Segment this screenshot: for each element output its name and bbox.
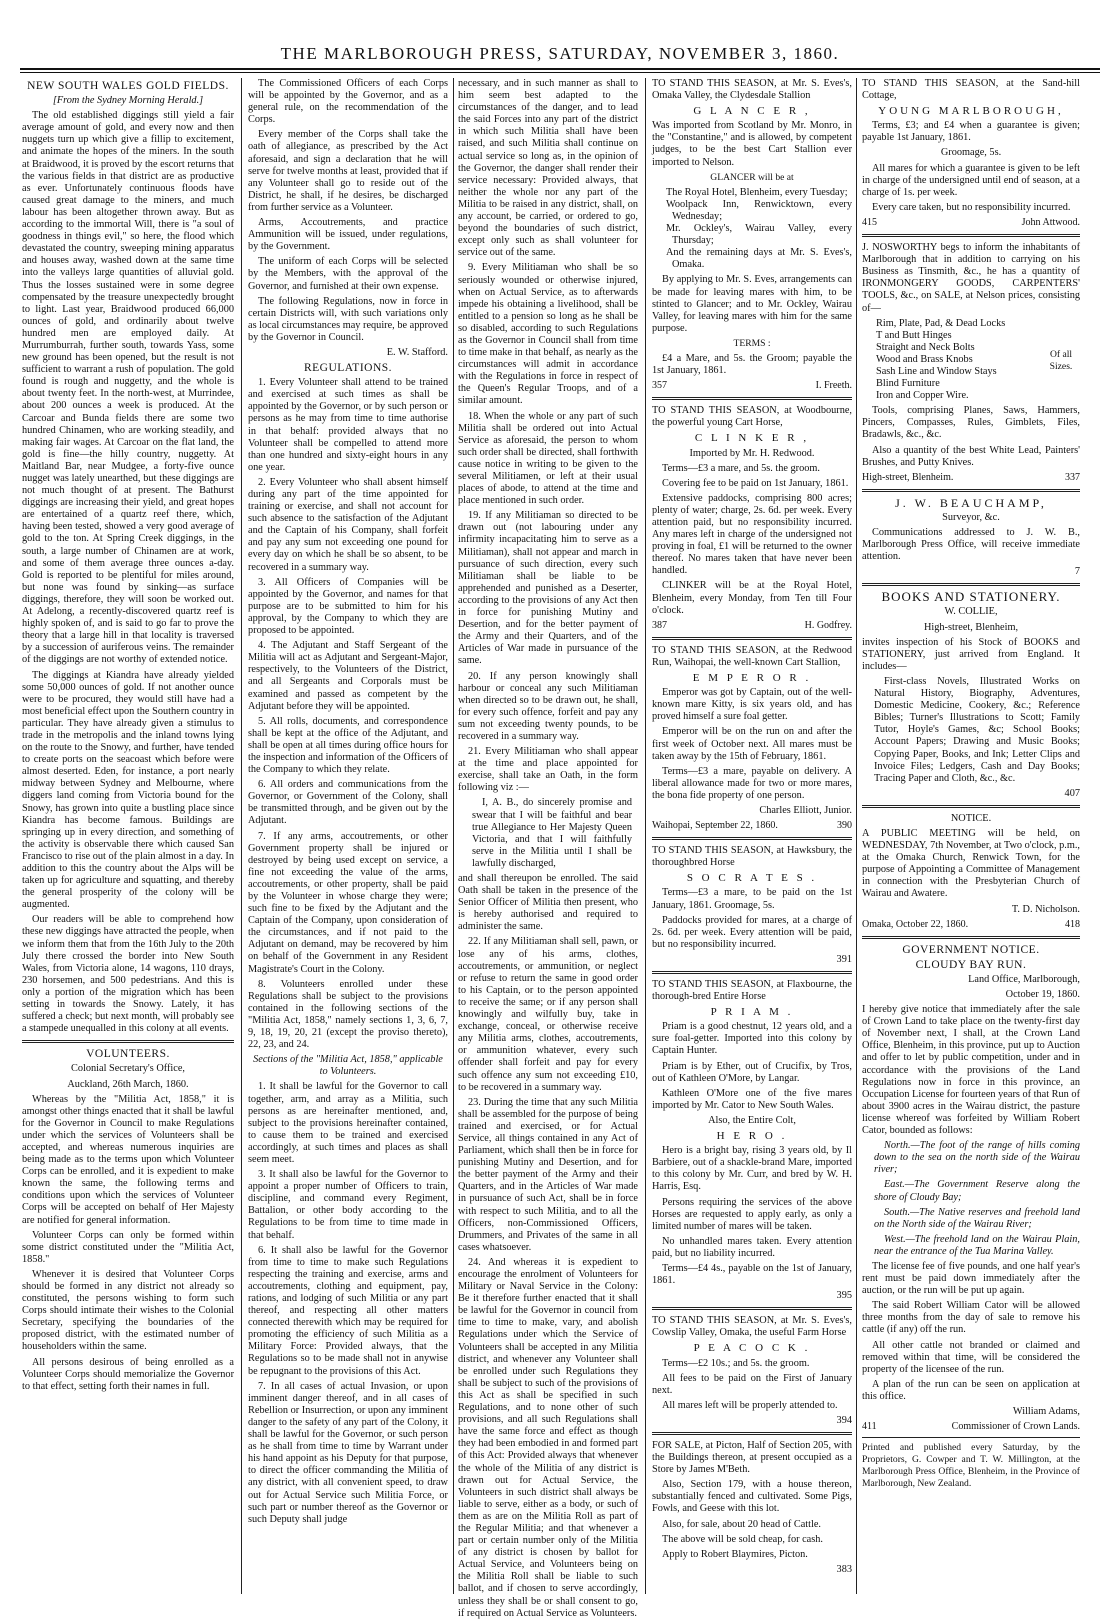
signature: H. Godfrey. <box>804 619 852 631</box>
ad-subhead: TERMS : <box>733 337 771 349</box>
regulation: 5. All rolls, documents, and correspondence shall be kept at the office of the Adjutant, and shall be open at all times during office hours for the inspection and information of the Officers of the Company to which they relate. <box>248 715 448 776</box>
horse-name: C L I N K E R , <box>694 432 810 445</box>
paragraph: Priam is a good chestnut, 12 years old, and a sure foal-getter. Imported into this colony by Captain Hunter. <box>652 1021 852 1057</box>
masthead-rule <box>20 68 1100 70</box>
ad-number: 387 <box>652 619 667 631</box>
section: 24. And whereas it is expedient to encourage the enrolment of Volunteers for Military or Naval Service in the Colony: Be it therefore further enacted that it shall be lawful for the Governor in council from time to time to make, vary, and abolish Regulations under which the Service of Volunteers shall be accepted in any Militia district, and whenever any Volunteer shall be enrolled under such Regulations they shall be subject to such of the provisions of this Act as shall be specified in such Regulations, and to none other of such provisions, and all such Regulations shall have the same force and effect as though they had been embodied in and formed part of this Act: Provided always that whenever the whole of the Militia of any district is drawn out for Actual Service, the Volunteers in such district shall always be liable to serve, either as a body, or such of them as are on the Militia Roll as part of the Regular Militia; and that whenever a part or certain number only of the Militia of any district is chosen by ballot for Actual Service, and Volunteers being on the Militia Roll shall be liable to such ballot, and if chosen to serve accordingly, unless they shall be or shall consent to go, if required on Actual Service as Volunteers. <box>458 1256 638 1619</box>
ad-lead: J. NOSWORTHY begs to inform the inhabitants of Marlborough that in addition to carrying on his Business as Tinsmith, &c., he has a quantity of IRONMONGERY GOODS, CARPENTERS' TOOLS, &c., on SALE, at Nelson prices, consisting of— <box>862 242 1080 314</box>
article-source: [From the Sydney Morning Herald.] <box>52 95 204 107</box>
signature: Charles Elliott, Junior. <box>759 804 852 816</box>
ad-number: 357 <box>652 380 667 392</box>
notice-title: NOTICE. <box>950 812 992 824</box>
oath: I, A. B., do sincerely promise and swear that I will be faithful and bear true Allegiance to Her Majesty Queen Victoria, and that I will faithfully serve in the Militia until I shall be lawfully discharged, <box>472 797 632 869</box>
article-title: VOLUNTEERS. <box>86 1048 170 1061</box>
ad-rule <box>652 971 852 974</box>
business-title: Surveyor, &c. <box>942 511 1000 523</box>
paragraph: Emperor will be on the run on and after the first week of October next. All mares must be taken away by the 15th of February, 1861. <box>652 726 852 762</box>
ad-lead: FOR SALE, at Picton, Half of Section 205, with the Buildings thereon, at present occupied as a Store by James M'Beth. <box>652 1440 852 1476</box>
goods-item: Sash Line and Window Stays <box>876 365 997 377</box>
imprint-rule <box>862 1437 1080 1438</box>
dateline: Waihopai, September 22, 1860. <box>652 820 778 832</box>
regulation: 2. Every Volunteer who shall absent himself during any part of the time appointed for training or exercise, and shall not account for such absence to the satisfaction of the Adjutant and the Captain of his Company, shall forfeit and pay any sum not exceeding one pound for every day on which he shall be so absent, to be recovered in a summary way. <box>248 476 448 573</box>
regulation: 6. All orders and communications from the Governor, or Government of the Colony, shall be transmitted through, and be given out by the Adjutant. <box>248 779 448 827</box>
ad-subhead: GLANCER will be at <box>710 171 794 183</box>
paragraph: The diggings at Kiandra have already yielded some 50,000 ounces of gold. If not another ounce were to be procured, they would still have had a most beneficial effect upon the Southern country in particular. They have already given a stimulus to trade in the metropolis and the inland towns lying on the route to the Snowy, and further, have tended to create ports on the seacoast which before were almost deserted. Eden, for instance, a port nearly midway between Sydney and Melbourne, where diggers land coming from Victoria bound for the Snowy, has grown into quite a bustling place since Kiandra has become famous. Buildings are springing up in every direction, and something of the activity is observable there which caused San Francisco to rise out of the plain almost in a day. In addition to this the country about the Alps will be taken up for agriculture and squatting, and thereby the general prosperity of the colony will be augmented. <box>22 669 234 911</box>
paragraph: A PUBLIC MEETING will be held, on WEDNESDAY, 7th November, at Two o'clock, p.m., at the Omaka Church, Renwick Town, for the purpose of Appointing a Committee of Management in connection with the Presbyterian Church of Wairau and Awatere. <box>862 827 1080 900</box>
paragraph: The Commissioned Officers of each Corps will be appointed by the Governor, and as a general rule, on the recommendation of the Corps. <box>248 78 448 126</box>
paragraph: All other cattle not branded or claimed and removed within that time, will be considered the property of the licensee of the run. <box>862 1339 1080 1375</box>
ad-number: 394 <box>836 1414 852 1426</box>
dateline: Colonial Secretary's Office, <box>70 1063 186 1075</box>
section: 19. If any Militiaman so directed to be drawn out (not labouring under any infirmity incapacitating him to serve as a Militiaman), shall not appear and march in pursuance of such direction, every such Militiaman shall be liable to be apprehended and punished as a Deserter, according to the provisions of any Act then in force for punishing Mutiny and Desertion, and for the better payment of the Army and their Quarters, and of the Articles of War made in pursuance of the same. <box>458 510 638 667</box>
paragraph: CLINKER will be at the Royal Hotel, Blenheim, every Monday, from Ten till Four o'clock. <box>652 580 852 616</box>
notice-subtitle: CLOUDY BAY RUN. <box>915 958 1027 971</box>
ad-rule <box>652 397 852 400</box>
signature: William Adams, <box>1012 1406 1080 1417</box>
paragraph: Terms—£4 4s., payable on the 1st of January, 1861. <box>652 1262 852 1287</box>
horse-name: YOUNG MARLBOROUGH, <box>878 105 1064 118</box>
horse-name: H E R O . <box>716 1130 788 1143</box>
signature: John Attwood. <box>1021 216 1080 228</box>
ad-rule <box>862 234 1080 237</box>
paragraph: Terms—£2 10s.; and 5s. the groom. <box>662 1357 810 1369</box>
ad-lead: TO STAND THIS SEASON, at Flaxbourne, the thorough-bred Entire Horse <box>652 979 852 1003</box>
paragraph: Arms, Accoutrements, and practice Ammunition will be issued, under regulations, by the Government. <box>248 217 448 253</box>
paragraph: Was imported from Scotland by Mr. Monro, in the "Constantine," and is allowed, by competent judges, to be the best Cart Stallion ever imported to Nelson. <box>652 120 852 168</box>
ad-number: 407 <box>1064 787 1080 799</box>
boundary: East.—The Government Reserve along the shore of Cloudy Bay; <box>874 1179 1080 1203</box>
horse-name: G L A N C E R , <box>693 105 811 118</box>
section: 9. Every Militiaman who shall be so seriously wounded or otherwise injured, when on Actual Service, as to afterwards impede his obtaining a livelihood, shall be entitled to a pension so long as he shall be so disabled, according to such Regulations as the Governor in Council shall from time to time make in that behalf, as nearly as the circumstances will admit in accordance with the Regulations in force in respect of the Queen's Regular Troops, and of a similar amount. <box>458 262 638 407</box>
goods-item: Rim, Plate, Pad, & Dead Locks <box>876 317 1006 329</box>
paragraph: The uniform of each Corps will be selected by the Members, with the approval of the Governor, and furnished at their own expense. <box>248 256 448 292</box>
paragraph: Communications addressed to J. W. B., Marlborough Press Office, will receive immediate attention. <box>862 527 1080 563</box>
section: 22. If any Militiaman shall sell, pawn, or lose any of his arms, clothes, accoutrements, or ammunition, or neglect or refuse to return the same in good order to his Captain, or to the person appointed to receive the same; or if any person shall knowingly and wilfully buy, take in exchange, conceal, or otherwise receive any Militia arms, clothes, accoutrements, or ammunition whatever, every such offender shall forfeit and pay for every such offence any sum not exceeding £10, to be recovered in a summary way. <box>458 936 638 1093</box>
dateline: Omaka, October 22, 1860. <box>862 918 969 930</box>
paragraph: Extensive paddocks, comprising 800 acres; plenty of water; charge, 2s. 6d. per week. Every attention paid, but no responsibility incurred. Any mares left in charge of the undersigned not proving in foal, £1 will be returned to the owner thereof. No mares taken that have never been handled. <box>652 492 852 577</box>
ad-rule <box>652 1307 852 1310</box>
column-5 <box>862 78 1080 1594</box>
boundary: South.—The Native reserves and freehold land on the North side of the Wairau River; <box>874 1206 1080 1230</box>
paragraph: Whereas by the "Militia Act, 1858," it is amongst other things enacted that it shall be lawful for the Governor in Council to make Regulations under which the services of Volunteers shall be accepted, and whereas numerous inquiries are being made as to the terms upon which Volunteer Corps can be enrolled, and it is expedient to make known the same, the following terms and conditions upon which the services of Volunteer Corps will be accepted on behalf of Her Majesty are notified for general information. <box>22 1093 234 1226</box>
horse-name: P E A C O C K . <box>693 1342 811 1355</box>
paragraph: Imported by Mr. H. Redwood. <box>689 447 815 459</box>
horse-name: S O C R A T E S . <box>686 872 818 885</box>
ad-number: 415 <box>862 216 877 228</box>
article-title: NEW SOUTH WALES GOLD FIELDS. <box>27 80 229 92</box>
ad-rule <box>652 837 852 840</box>
paragraph: Terms—£3 a mare, to be paid on the 1st January, 1861. Groomage, 5s. <box>652 887 852 911</box>
address: High-street, Blenheim, <box>923 621 1019 633</box>
regulation: 4. The Adjutant and Staff Sergeant of the Militia will act as Adjutant and Sergeant-Major, respectively, to the Volunteers of the District, and all Sergeants and Corporals must be examined and passed as competent by the Adjutant before they will be appointed. <box>248 640 448 712</box>
ad-lead: TO STAND THIS SEASON, at the Redwood Run, Waihopai, the well-known Cart Stallion, <box>652 644 852 668</box>
ad-rule <box>862 489 1080 492</box>
paragraph: Every care taken, but no responsibility incurred. <box>872 201 1071 213</box>
regulation: 1. Every Volunteer shall attend to be trained and exercised at such times as shall be appointed by the Governor, or by such person or persons as he may from time to time authorise in that behalf: provided always that no Volunteer shall be compelled to attend more than one hundred and sixty-eight hours in any one year. <box>248 377 448 473</box>
schedule-item: The Royal Hotel, Blenheim, every Tuesday; <box>666 186 848 198</box>
imprint: Printed and published every Saturday, by the Proprietors, G. Cowper and T. W. Millington, at the Marlborough Press Office, Blenheim, in the Province of Marlborough, New Zealand. <box>862 1442 1080 1490</box>
paragraph: The license fee of five pounds, and one half year's rent must be paid down immediately after the auction, or the run will be put up again. <box>862 1260 1080 1297</box>
masthead: THE MARLBOROUGH PRESS, SATURDAY, NOVEMBER 3, 1860. <box>280 44 840 63</box>
paragraph: Terms, £3; and £4 when a guarantee is given; payable 1st January, 1861. <box>862 120 1080 144</box>
horse-name: P R I A M . <box>710 1006 794 1019</box>
ad-rule <box>862 583 1080 586</box>
section: 18. When the whole or any part of such Militia shall be ordered out into Actual Service as aforesaid, the person to whom such order shall be directed, shall forthwith cause notice in writing to be given to the several Militiamen, or left at their usual places of abode, to attend at the time and place mentioned in such order. <box>458 410 638 507</box>
paragraph: The above will be sold cheap, for cash. <box>662 1533 823 1545</box>
paragraph: Kathleen O'More one of the five mares imported by Mr. Cator to New South Wales. <box>652 1087 852 1111</box>
masthead-rule-thin <box>20 72 1100 73</box>
ad-lead: TO STAND THIS SEASON, at Woodbourne, the powerful young Cart Horse, <box>652 405 852 429</box>
goods-list <box>876 318 1042 403</box>
column-divider <box>241 78 242 1594</box>
regulation: 8. Volunteers enrolled under these Regulations shall be subject to the provisions contained in the following sections of the "Militia Act, 1858," namely sections 1, 3, 6, 7, 9, 18, 19, 20, 21 (except the proviso thereto), 22, 23, and 24. <box>248 978 448 1051</box>
paragraph: Priam is by Ether, out of Crucifix, by Tros, out of Kathleen O'More, by Langar. <box>652 1060 852 1084</box>
ad-rule <box>652 1432 852 1435</box>
section: 6. It shall also be lawful for the Governor from time to time to make such Regulations respecting the training and exercise, arms and accoutrements, clothing and equipment, pay, rations, and lodging of such Militia or any part thereof, and respecting all other matters connected therewith which may be required for promoting the efficiency of such Militia as a Military Force: Provided always, that the Regulations so to be made shall not in anywise be repugnant to the provisions of this Act. <box>248 1244 448 1377</box>
horse-name: E M P E R O R . <box>692 672 812 685</box>
goods-item: T and Butt Hinges <box>876 329 952 341</box>
paragraph: Tools, comprising Planes, Saws, Hammers, Pincers, Compasses, Rules, Gimblets, Files, Bradawls, &c., &c. <box>862 405 1080 441</box>
paragraph: All persons desirous of being enrolled as a Volunteer Corps should memorialize the Governor to that effect, setting forth their names in full. <box>22 1356 234 1392</box>
paragraph: The said Robert William Cator will be allowed three months from the day of sale to remove his cattle (if any) off the run. <box>862 1300 1080 1336</box>
column-3 <box>458 78 638 1619</box>
paragraph: Paddocks provided for mares, at a charge of 2s. 6d. per week. Every attention will be paid, but no responsibility incurred. <box>652 914 852 950</box>
paragraph: Groomage, 5s. <box>940 147 1002 159</box>
paragraph: A plan of the run can be seen on application at this office. <box>862 1378 1080 1402</box>
schedule-item: Woolpack Inn, Renwicktown, every Wednesday; <box>666 198 852 222</box>
boundary: West.—The freehold land on the Wairau Plain, near the entrance of the Tua Marina Valley. <box>874 1233 1080 1257</box>
boundary: North.—The foot of the range of hills coming down to the sea on the north side of the Wairau river; <box>874 1140 1080 1176</box>
section-rule <box>22 1040 234 1043</box>
dateline: Land Office, Marlborough, <box>968 973 1080 985</box>
column-1 <box>22 78 234 1594</box>
paragraph: All mares for which a guarantee is given to be left in charge of the undersigned until end of season, at a charge of 1s. per week. <box>862 162 1080 198</box>
paragraph: I hereby give notice that immediately after the sale of Crown Land to take place on the twenty-first day of November next, I shall, at the Crown Land Office, Blenheim, in this province, put up to Auction and offer to let by public competition, under and in accordance with the provisions of the Land Regulations now in force in this province, an Occupation License for fourteen years of that Run of about 3900 acres in the Wairau district, the pasture license whereof was forfeited by William Robert Cator, bounded as follows: <box>862 1004 1080 1137</box>
regulation: 7. If any arms, accoutrements, or other Government property shall be injured or destroyed by being used except on service, a fine not exceeding the value of the arms, accoutrements, or other property, shall be paid by the Volunteer in whose charge they were; such fine to be fixed by the Adjutant and the Captain of the Company, upon consideration of the circumstances, and if not paid to the Adjutant on demand, may be recovered by him on behalf of the Government in any Resident Magistrate's Court in the Colony. <box>248 830 448 975</box>
ad-lead: TO STAND THIS SEASON, at Hawksbury, the thoroughbred Horse <box>652 845 852 869</box>
ad-number: 391 <box>836 953 852 965</box>
section: 1. It shall be lawful for the Governor to call together, arm, and array as a Militia, such persons as are hereinafter mentioned, and, subject to the provisions hereinafter contained, to cause them to be trained and exercised accordingly, at such times and places as shall seem meet. <box>248 1081 448 1165</box>
section-title: REGULATIONS. <box>303 362 393 375</box>
ad-title: BOOKS AND STATIONERY. <box>881 589 1061 605</box>
regulation: 3. All Officers of Companies will be appointed by the Governor, and names for that purpose are to be submitted to him for his approval, by the Company to which they are proposed to be appointed. <box>248 576 448 637</box>
column-divider <box>856 78 857 1594</box>
section: 20. If any person knowingly shall harbour or conceal any such Militiaman when directed so to be drawn out, he shall, for every such offence, forfeit and pay any sum not exceeding twenty pounds, to be recovered in a summary way. <box>458 670 638 742</box>
paragraph: Hero is a bright bay, rising 3 years old, by Il Barbiere, out of a shackle-brand Mare, imported to this colony by Mr. Curr, and bred by W. H. Harris, Esq. <box>652 1145 852 1193</box>
goods-item: Iron and Copper Wire. <box>876 390 969 402</box>
paragraph: Terms—£3 a mare, and 5s. the groom. <box>662 462 820 474</box>
dateline: Auckland, 26th March, 1860. <box>67 1078 189 1090</box>
paragraph: Covering fee to be paid on 1st January, 1861. <box>662 477 849 489</box>
ad-number: 390 <box>837 820 852 832</box>
column-divider <box>645 78 646 1594</box>
paragraph: First-class Novels, Illustrated Works on Natural History, Biography, Adventures, Domestic Medicine, Cookery, &c.; Reference Bibles; Turner's Illustrations to Scott; Family Tutor, Hoyle's Games, &c; School Books; Account Papers; Drawing and Music Books; Copying Paper, Books, and Ink; Letter Clips and Invoice Files; Ledgers, Cash and Day Books; Tracing Paper and Cloth, &c., &c. <box>874 675 1080 784</box>
section: 21. Every Militiaman who shall appear at the time and place appointed for exercise, shall take an Oath, in the form following viz :— <box>458 746 638 794</box>
ad-lead: TO STAND THIS SEASON, at Mr. S. Eves's, Cowslip Valley, Omaka, the useful Farm Horse <box>652 1315 852 1339</box>
ad-rule <box>862 936 1080 939</box>
business-name: J. W. BEAUCHAMP, <box>895 495 1047 510</box>
ad-rule <box>862 805 1080 808</box>
schedule-item: And the remaining days at Mr. S. Eves's, Omaka. <box>666 247 852 271</box>
signature: I. Freeth. <box>815 380 852 392</box>
ad-lead: TO STAND THIS SEASON, at the Sand-hill Cottage, <box>862 78 1080 102</box>
ad-rule <box>652 637 852 640</box>
ad-lead: TO STAND THIS SEASON, at Mr. S. Eves's, Omaka Valley, the Clydesdale Stallion <box>652 78 852 102</box>
paragraph: Also, for sale, about 20 head of Cattle. <box>662 1518 821 1530</box>
section-title: Sections of the "Militia Act, 1858," applicable to Volunteers. <box>253 1054 443 1078</box>
address: High-street, Blenheim. <box>862 471 954 483</box>
paragraph: Also, the Entire Colt, <box>708 1114 796 1126</box>
paragraph: Also, Section 179, with a house thereon, substantially fenced and cultivated. Some Pigs, Fowls, and Geese with this lot. <box>652 1479 852 1515</box>
column-divider <box>453 78 454 1594</box>
ad-number: 418 <box>1065 918 1080 930</box>
paragraph: All mares left will be properly attended to. <box>662 1399 838 1411</box>
signature-title: Commissioner of Crown Lands. <box>951 1421 1080 1433</box>
business-name: W. COLLIE, <box>944 606 998 618</box>
section: 3. It shall also be lawful for the Governor to appoint a proper number of Officers to train, discipline, and command every Regiment, Battalion, or other body according to the Regulations to be from time to time made in that behalf. <box>248 1169 448 1241</box>
paragraph: and shall thereupon be enrolled. The said Oath shall be taken in the presence of the Senior Officer of Militia then present, who is hereby authorised and required to administer the same. <box>458 873 638 933</box>
paragraph: Whenever it is desired that Volunteer Corps should be formed in any district not already so constituted, the persons wishing to form such Corps should intimate their wishes to the Colonial Secretary, specifying the boundaries of the proposed district, with the estimated number of householders within the same. <box>22 1268 234 1353</box>
paragraph: Persons requiring the services of the above Horses are requested to apply early, as only a limited number of mares will be taken. <box>652 1196 852 1232</box>
goods-item: Blind Furniture <box>876 378 940 390</box>
signature: E. W. Stafford. <box>386 346 448 358</box>
ad-number: 7 <box>1074 566 1080 578</box>
paragraph: All fees to be paid on the First of January next. <box>652 1372 852 1396</box>
dateline: October 19, 1860. <box>1005 989 1080 1000</box>
paragraph: Apply to Robert Blaymires, Picton. <box>662 1548 808 1560</box>
paragraph: £4 a Mare, and 5s. the Groom; payable the 1st January, 1861. <box>652 352 852 377</box>
ad-number: 337 <box>1065 471 1080 483</box>
paragraph: invites inspection of his Stock of BOOKS and STATIONERY, just arrived from England. It includes— <box>862 636 1080 672</box>
paragraph: Our readers will be able to comprehend how these new diggings have attracted the people, when we inform them that from the 16th July to the 20th July there crossed the border into New South Wales, from Victoria alone, 14 wagons, 110 drays, 230 horsemen, and 500 pedestrians. And this is only a portion of the migration which has been setting in towards the Snowy. Lately, it has suffered a check; but next month, will probably see a stampede unequalled in this colony at all events. <box>22 914 234 1035</box>
goods-item: Straight and Neck Bolts <box>876 341 975 353</box>
column-4 <box>652 78 852 1594</box>
paragraph: By applying to Mr. S. Eves, arrangements can be made for leaving mares with him, to be stinted to Glancer; and to Mr. Ockley, Wairau Valley, for leaving mares with him for the same purpose. <box>652 274 852 334</box>
paragraph: Volunteer Corps can only be formed within some district constituted under the "Militia Act, 1858." <box>22 1229 234 1265</box>
goods-item: Wood and Brass Knobs <box>876 353 973 365</box>
paragraph: Every member of the Corps shall take the oath of allegiance, as prescribed by the Act aforesaid, and sign a declaration that he will serve for twelve months at least, provided that if any Volunteer shall go to reside out of the District, he shall, if he desires, be discharged from further service as a Volunteer. <box>248 129 448 213</box>
section: 23. During the time that any such Militia shall be assembled for the purpose of being trained and exercised, or for Actual Service, all things contained in any Act of Parliament, which shall then be in force for punishing Mutiny and Desertion, and for the better payment of the Army and their Quarters, and in the Articles of War made in pursuance of such Act, shall be in force with respect to such Militia, and to all the Officers, non-Commissioned Officers, Drummers, and Privates of the same in all cases whatsoever. <box>458 1096 638 1253</box>
schedule-item: Mr. Ockley's, Wairau Valley, every Thursday; <box>666 223 852 247</box>
column-2 <box>248 78 448 1594</box>
section: 7. In all cases of actual Invasion, or upon imminent danger thereof, and in all cases of Rebellion or Insurrection, or upon any imminent danger to the safety of any part of the Colony, it shall be lawful for the Governor, or such person as he shall from time to time by Warrant under his hand appoint as his Deputy for that purpose, to direct the officer commanding the Militia of any district, with all convenient speed, to draw out for Actual Service such Militia Force, or such part or number thereof as the Governor or such Deputy shall judge <box>248 1380 448 1525</box>
paragraph: No unhandled mares taken. Every attention paid, but no liability incurred. <box>652 1235 852 1259</box>
paragraph: Terms—£3 a mare, payable on delivery. A liberal allowance made for two or more mares, the bona fide property of one person. <box>652 765 852 801</box>
signature: T. D. Nicholson. <box>1011 903 1080 915</box>
paragraph: The following Regulations, now in force in certain Districts will, with such variations only as local circumstances may require, be approved by the Governor in Council. <box>248 295 448 343</box>
ad-number: 383 <box>836 1563 852 1575</box>
size-brace-label: Of all Sizes. <box>1049 349 1073 373</box>
paragraph: necessary, and in such manner as shall to him seem best adapted to the circumstances of the danger, and to lead the said Forces into any part of the district in which such Militia shall have been raised, and such Militia shall continue on actual service so long as, in the opinion of the Governor, the danger shall render their service necessary: Provided always, that neither the whole nor any part of the Militia to be raised in any district, shall, on any account, be carried, or ordered to go, beyond the boundaries of such district, except only such as shall volunteer for service out of the same. <box>458 78 638 259</box>
paragraph: Also a quantity of the best White Lead, Painters' Brushes, and Putty Knives. <box>862 444 1080 468</box>
ad-number: 411 <box>862 1421 877 1433</box>
ad-number: 395 <box>836 1290 852 1302</box>
paragraph: Emperor was got by Captain, out of the well-known mare Kitty, is six years old, and has proved himself a sure foal getter. <box>652 687 852 723</box>
paragraph: The old established diggings still yield a fair average amount of gold, and every now and then nuggets turn up which give a fillip to excitement, and animate the hopes of the miners. In the south at Braidwood, it is proved by the escort returns that the various fields in that district are as productive as ever. Unfortunately continuous floods have caused great damage to the miners, and much labour has been altogether thrown away. But as according to the immortal Will, there is "a soul of goodness in things evil," so here, the flood which devastated the country, sweeping mining apparatus and houses away, washed down at the same time into the valleys large quantities of alluvial gold. Thus the losses sustained were in some degree compensated by the treasure unexpectedly brought to light. Last year, Braidwood produced 66,000 ounces of gold, and ordinarily about twelve hundred men are employed daily. At Murrumburrah, further south, towards Yass, some new ground has been opened, but the result is not sufficient to warrant a rush of population. The gold found is rough and nuggetty, and the whole is about twenty feet. In the north-west, at Murrindee, about 200 ounces a week is produced. At the Carcoar and Bunda fields there are some two hundred Chinamen, who are working steadily, and making fair wages. At Carcoar on the flat land, the gold is fine—the hilly country, nuggetty. At Maitland Bar, near Mudgee, a forty-five ounce nugget was lately unearthed, but these diggings are not much thought of at present. The Bathurst diggings are increasing their yield, and great hopes are entertained of a quartz reef there, which, having been tested, showed a very good average of gold to the ton. At Spring Creek diggings, in the south, a large number of Chinamen are at work, and some of them average three ounces a-day. Gold is reported to be plentiful for miles around, but none was found by sinking—as surface diggings, therefore, they will soon be worked out. At Adelong, a recently-discovered quartz reef is highly spoken of, and is said to go far to prove the theory that a large hill in that locality is traversed by a succession of auriferous veins. The remainder of the diggings are not worthy of extended notice. <box>22 110 234 666</box>
notice-title: GOVERNMENT NOTICE. <box>902 943 1040 956</box>
